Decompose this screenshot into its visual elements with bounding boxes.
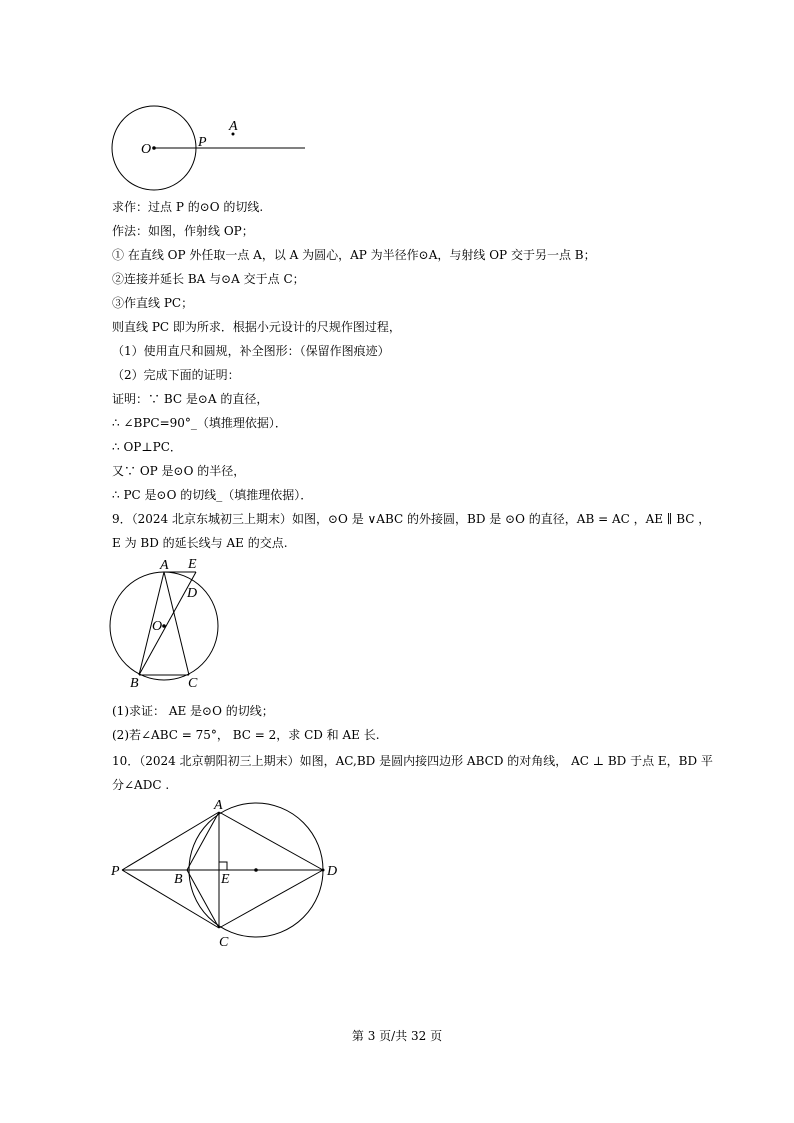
right-angle-mark <box>219 862 227 870</box>
label-d: D <box>327 864 338 879</box>
problem9-line1: 9．（2024 北京东城初三上期末）如图，⊙O 是 ∨ABC 的外接圆，BD 是 ⊙O 的直径，AB = AC ，AE ∥ BC ， <box>112 512 711 526</box>
problem8-step3: ③作直线 PC； <box>112 296 194 310</box>
point-d-dot <box>322 869 325 872</box>
figure-circle-o-ray <box>100 100 320 195</box>
problem10-line2: 分∠ADC . <box>112 778 170 792</box>
label-a: A <box>214 798 223 813</box>
problem9-q1: (1)求证： AE 是⊙O 的切线； <box>112 704 274 718</box>
label-o: O <box>152 619 163 634</box>
segment-ad <box>219 812 323 870</box>
segment-pc <box>122 870 219 928</box>
figure-quadrilateral-abcd <box>100 795 350 955</box>
label-a: A <box>229 119 238 134</box>
problem8-conclusion: 则直线 PC 即为所求．根据小元设计的尺规作图过程， <box>112 320 401 334</box>
problem8-proof5: ∴ PC 是⊙O 的切线_（填推理依据）． <box>112 488 313 502</box>
segment-pa <box>122 812 219 870</box>
label-a: A <box>160 558 169 573</box>
label-p: P <box>198 135 207 150</box>
label-c: C <box>188 676 198 691</box>
problem8-proof2: ∴ ∠BPC=90°_（填推理依据）． <box>112 416 287 430</box>
figure-triangle-abc-circle <box>100 555 230 695</box>
problem8-step1: ① 在直线 OP 外任取一点 A，以 A 为圆心，AP 为半径作⊙A，与射线 OP 交于另一点 B； <box>112 248 596 262</box>
label-o: O <box>141 142 152 157</box>
page-footer: 第 3 页/共 32 页 <box>351 1029 443 1043</box>
label-d: D <box>187 586 198 601</box>
problem8-q1: （1）使用直尺和圆规，补全图形：（保留作图痕迹） <box>112 344 390 358</box>
problem8-proof3: ∴ OP⊥PC． <box>112 440 182 454</box>
problem10-line1: 10．（2024 北京朝阳初三上期末）如图，AC,BD 是圆内接四边形 ABCD 的对角线， AC ⊥ BD 于点 E，BD 平 <box>112 754 713 768</box>
problem8-line1: 求作：过点 P 的⊙O 的切线. <box>112 200 264 214</box>
problem9-line2: E 为 BD 的延长线与 AE 的交点. <box>112 536 288 550</box>
segment-ab <box>187 812 219 870</box>
segment-bc <box>187 870 219 928</box>
label-e: E <box>221 872 230 887</box>
center-o-dot <box>152 146 156 150</box>
problem9-q2: (2)若∠ABC = 75°， BC = 2，求 CD 和 AE 长. <box>112 728 380 742</box>
label-c: C <box>219 935 229 950</box>
label-b: B <box>130 676 139 691</box>
problem8-proof1: 证明：∵ BC 是⊙A 的直径， <box>112 392 269 406</box>
label-p: P <box>111 864 120 879</box>
problem8-proof4: 又∵ OP 是⊙O 的半径， <box>112 464 246 478</box>
problem8-line2: 作法：如图，作射线 OP； <box>112 224 254 238</box>
problem8-step2: ②连接并延长 BA 与⊙A 交于点 C； <box>112 272 305 286</box>
center-dot <box>254 868 258 872</box>
label-e: E <box>188 557 197 572</box>
label-b: B <box>174 872 183 887</box>
problem8-q2: （2）完成下面的证明： <box>112 368 240 382</box>
segment-cd <box>219 870 323 928</box>
center-o-dot <box>162 624 166 628</box>
